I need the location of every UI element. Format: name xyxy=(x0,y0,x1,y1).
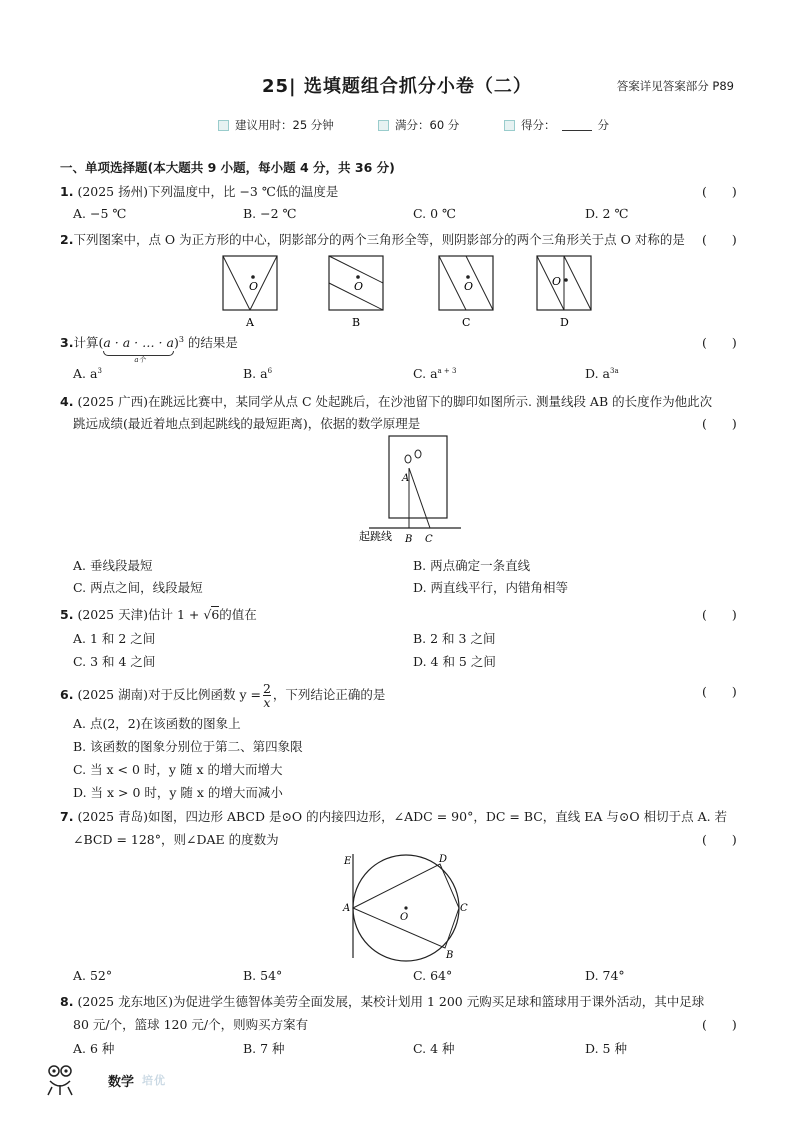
q1-option-d: D. 2 ℃ xyxy=(585,206,629,221)
question-5 xyxy=(60,605,257,623)
q7-option-a: A. 52° xyxy=(73,968,113,983)
answer-bracket-4[interactable]: ( ) xyxy=(702,416,737,431)
point-a-label: A xyxy=(402,473,410,484)
q3-exponent: 3 xyxy=(178,334,184,344)
q5-option-b: B. 2 和 3 之间 xyxy=(413,631,496,646)
figure-label-c: C xyxy=(462,316,471,329)
pen-icon xyxy=(504,120,515,131)
fraction-denominator: x xyxy=(263,695,271,710)
question-source: (2025 湖南) xyxy=(77,687,148,702)
point-o-label: O xyxy=(249,280,259,293)
question-source: (2025 青岛) xyxy=(77,809,148,824)
question-number: 5. xyxy=(60,607,74,622)
q2-figure-d xyxy=(537,256,591,329)
point-c-label: C xyxy=(460,903,468,914)
mascot-icon xyxy=(44,1063,96,1097)
footer-subtitle: 培优 xyxy=(142,1074,166,1087)
answer-bracket-2[interactable]: ( ) xyxy=(702,232,737,247)
q1-option-a: A. −5 ℃ xyxy=(73,206,127,221)
q5-text-pre: 估计 1 + xyxy=(147,607,204,622)
q2-figures xyxy=(215,252,595,330)
figure-label-b: B xyxy=(352,316,361,329)
question-source: (2025 广西) xyxy=(77,394,148,409)
point-a-label: A xyxy=(343,903,351,914)
score-field xyxy=(504,117,609,133)
q2-figure-a xyxy=(223,256,277,329)
q7-figure xyxy=(336,850,472,962)
point-b-label: B xyxy=(405,534,413,545)
question-text: 为促进学生德智体美劳全面发展，某校计划用 1 200 元购买足球和篮球用于课外活动，其中足球 xyxy=(172,994,705,1009)
figure-label-d: D xyxy=(560,316,569,329)
sqrt-radicand: 6 xyxy=(211,607,220,622)
q5-option-a: A. 1 和 2 之间 xyxy=(73,631,156,646)
score-blank[interactable] xyxy=(562,120,592,131)
q5-text-post: 的值在 xyxy=(219,607,257,622)
q6-option-c: C. 当 x < 0 时，y 随 x 的增大而增大 xyxy=(73,762,283,777)
answer-bracket-3[interactable]: ( ) xyxy=(702,335,737,350)
clock-icon xyxy=(218,120,229,131)
q8-option-a: A. 6 种 xyxy=(73,1041,115,1056)
answer-bracket-7[interactable]: ( ) xyxy=(702,832,737,847)
q1-option-c: C. 0 ℃ xyxy=(413,206,456,221)
question-number: 3. xyxy=(60,335,74,350)
q4-option-d: D. 两直线平行，内错角相等 xyxy=(413,580,569,595)
footer-subject: 数学 xyxy=(108,1075,135,1090)
q2-figure-b xyxy=(329,256,383,329)
q3-option-d: D. $a^{3a}$ xyxy=(585,366,619,381)
question-8-line2: 80 元/个，篮球 120 元/个，则购买方案有 xyxy=(73,1017,309,1032)
q3-product xyxy=(103,335,174,364)
score-unit: 分 xyxy=(597,118,609,132)
answer-bracket-1[interactable]: ( ) xyxy=(702,184,737,199)
question-3 xyxy=(60,333,238,364)
q7-option-b: B. 54° xyxy=(243,968,283,983)
q3-option-c: C. $a^{a + 3}$ xyxy=(413,366,457,381)
answer-bracket-6[interactable]: ( ) xyxy=(702,684,737,699)
underbrace-label: a个 xyxy=(134,356,146,364)
question-4 xyxy=(60,392,712,410)
question-text: 在跳远比赛中，某同学从点 C 处起跳后，在沙池留下的脚印如图所示. 测量线段 AB 的长度作为他此次 xyxy=(147,394,713,409)
question-2 xyxy=(60,230,685,248)
fraction-numerator: 2 xyxy=(262,681,271,696)
full-score-text: 满分：60 分 xyxy=(395,118,460,132)
score-label: 得分： xyxy=(521,118,556,132)
question-8 xyxy=(60,992,704,1010)
point-d-label: D xyxy=(439,854,448,865)
q4-figure xyxy=(355,434,465,546)
q8-option-b: B. 7 种 xyxy=(243,1041,285,1056)
point-e-label: E xyxy=(344,856,352,867)
point-o-label: O xyxy=(464,280,474,293)
q1-option-b: B. −2 ℃ xyxy=(243,206,297,221)
answer-bracket-5[interactable]: ( ) xyxy=(702,607,737,622)
q7-option-c: C. 64° xyxy=(413,968,453,983)
q4-option-a: A. 垂线段最短 xyxy=(73,558,153,573)
q6-text-post: ，下列结论正确的是 xyxy=(272,687,386,702)
point-o-label: O xyxy=(354,280,364,293)
point-o-label: O xyxy=(552,275,562,288)
full-score xyxy=(378,117,459,133)
question-7 xyxy=(60,807,727,825)
q6-option-d: D. 当 x > 0 时，y 随 x 的增大而减小 xyxy=(73,785,283,800)
q4-option-c: C. 两点之间，线段最短 xyxy=(73,580,203,595)
q3-option-b: B. $a^6$ xyxy=(243,366,273,381)
takeoff-line-label: 起跳线 xyxy=(359,530,392,543)
question-4-line2: 跳远成绩(最近着地点到起跳线的最短距离)，依据的数学原理是 xyxy=(73,416,421,431)
answer-bracket-8[interactable]: ( ) xyxy=(702,1017,737,1032)
q3-text-post: ) xyxy=(173,335,179,350)
q3-text-pre: 计算( xyxy=(73,335,104,350)
q5-option-c: C. 3 和 4 之间 xyxy=(73,654,156,669)
question-number: 6. xyxy=(60,687,74,702)
point-c-label: C xyxy=(425,534,433,545)
point-b-label: B xyxy=(446,950,454,961)
question-7-line2: ∠BCD = 128°，则∠DAE 的度数为 xyxy=(73,832,279,847)
question-source: (2025 扬州) xyxy=(77,184,148,199)
question-number: 7. xyxy=(60,809,74,824)
q7-option-d: D. 74° xyxy=(585,968,625,983)
section-title: 一、单项选择题(本大题共 9 小题，每小题 4 分，共 36 分) xyxy=(60,160,395,175)
page-title: 25| 选填题组合抓分小卷（二） xyxy=(262,76,532,97)
question-number: 8. xyxy=(60,994,74,1009)
fraction xyxy=(263,682,271,709)
question-text: 如图，四边形 ABCD 是⊙O 的内接四边形，∠ADC = 90°，DC = BC，直线 EA 与⊙O 相切于点 A. 若 xyxy=(147,809,728,824)
question-source: (2025 天津) xyxy=(77,607,148,622)
question-1 xyxy=(60,182,338,200)
q3-product-text: a · a · … · a xyxy=(103,335,174,350)
score-icon xyxy=(378,120,389,131)
q8-option-d: D. 5 种 xyxy=(585,1041,627,1056)
answer-reference: 答案详见答案部分 P89 xyxy=(616,79,734,93)
q2-figure-c xyxy=(439,256,493,329)
q6-option-b: B. 该函数的图象分别位于第二、第四象限 xyxy=(73,739,303,754)
q6-text-pre: 对于反比例函数 y = xyxy=(147,687,261,702)
question-number: 1. xyxy=(60,184,74,199)
figure-label-a: A xyxy=(246,316,254,329)
q3-option-a: A. $a^3$ xyxy=(73,366,102,381)
question-text: 下列温度中，比 −3 ℃低的温度是 xyxy=(147,184,339,199)
q4-option-b: B. 两点确定一条直线 xyxy=(413,558,531,573)
question-text: 下列图案中，点 O 为正方形的中心，阴影部分的两个三角形全等，则阴影部分的两个三角形关于点 O 对称的是 xyxy=(73,232,685,247)
q6-option-a: A. 点(2，2)在该函数的图象上 xyxy=(73,716,241,731)
suggested-time-text: 建议用时：25 分钟 xyxy=(235,118,334,132)
q5-option-d: D. 4 和 5 之间 xyxy=(413,654,496,669)
question-source: (2025 龙东地区) xyxy=(77,994,173,1009)
q8-option-c: C. 4 种 xyxy=(413,1041,455,1056)
suggested-time xyxy=(218,117,334,133)
sqrt-sign: √ xyxy=(203,607,212,622)
point-o-label: O xyxy=(400,912,409,923)
question-number: 4. xyxy=(60,394,74,409)
question-6 xyxy=(60,682,385,709)
question-number: 2. xyxy=(60,232,74,247)
q3-text-end: 的结果是 xyxy=(183,335,238,350)
